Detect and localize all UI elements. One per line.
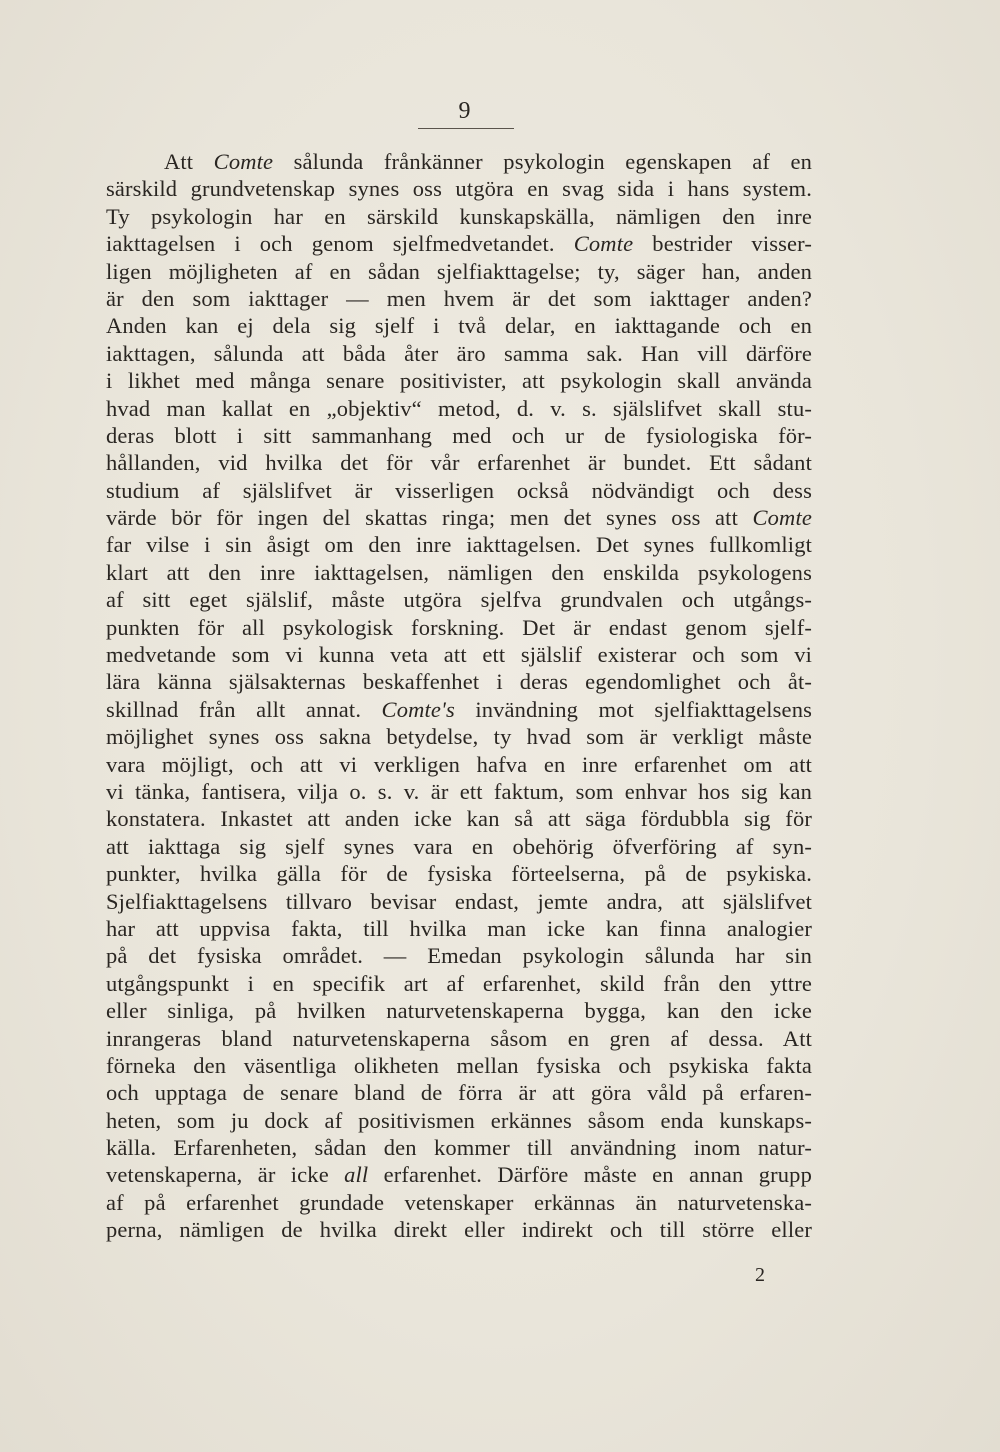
text-line: förneka den väsentliga olikheten mellan fysiska och psykiska fakta bbox=[106, 1052, 812, 1078]
text-line: källa. Erfarenheten, sådan den kommer till användning inom natur- bbox=[106, 1135, 812, 1161]
text-line: vi tänka, fantisera, vilja o. s. v. är ett faktum, som enhvar hos sig kan bbox=[106, 778, 812, 804]
text-line: Sjelfiakttagelsens tillvaro bevisar endast, jemte andra, att själslifvet bbox=[106, 888, 812, 914]
text-line: medvetande som vi kunna veta att ett själslif existerar och som vi bbox=[106, 642, 812, 668]
text-line: perna, nämligen de hvilka direkt eller indirekt och till större eller bbox=[106, 1217, 812, 1243]
text-line: konstatera. Inkastet att anden icke kan så att säga fördubbla sig för bbox=[106, 806, 812, 832]
text-line: studium af själslifvet är visserligen också nödvändigt och dess bbox=[106, 477, 812, 503]
text-line: klart att den inre iakttagelsen, nämligen den enskilda psykologens bbox=[106, 559, 812, 585]
page-number: 9 bbox=[458, 98, 472, 124]
text-line: punkten för all psykologisk forskning. Det är endast genom sjelf- bbox=[106, 614, 812, 640]
text-line: Anden kan ej dela sig sjelf i två delar, en iakttagande och en bbox=[106, 313, 812, 339]
body-text bbox=[106, 148, 812, 1244]
text-line: iakttagen, sålunda att båda åter äro samma sak. Han vill därföre bbox=[106, 340, 812, 366]
text-line: hvad man kallat en „objektiv“ metod, d. v. s. själslifvet skall stu- bbox=[106, 395, 812, 421]
header-rule bbox=[418, 128, 514, 129]
text-line: iakttagelsen i och genom sjelfmedvetandet. Comte bestrider visser- bbox=[106, 231, 812, 257]
text-line: utgångspunkt i en specifik art af erfarenhet, skild från den yttre bbox=[106, 970, 812, 996]
text-line: att iakttaga sig sjelf synes vara en obehörig öfverföring af syn- bbox=[106, 833, 812, 859]
text-line: skillnad från allt annat. Comte's invändning mot sjelfiakttagelsens bbox=[106, 696, 812, 722]
text-line: är den som iakttager — men hvem är det som iakttager anden? bbox=[106, 285, 812, 311]
text-line: i likhet med många senare positivister, att psykologin skall använda bbox=[106, 368, 812, 394]
text-line: möjlighet synes oss sakna betydelse, ty hvad som är verkligt måste bbox=[106, 724, 812, 750]
text-line: på det fysiska området. — Emedan psykologin sålunda har sin bbox=[106, 943, 812, 969]
text-line: har att uppvisa fakta, till hvilka man icke kan finna analogier bbox=[106, 915, 812, 941]
text-line: af sitt eget själslif, måste utgöra sjelfva grundvalen och utgångs- bbox=[106, 587, 812, 613]
text-line: särskild grundvetenskap synes oss utgöra en svag sida i hans system. bbox=[106, 176, 812, 202]
text-line: af på erfarenhet grundade vetenskaper erkännas än naturvetenska- bbox=[106, 1189, 812, 1215]
text-line: heten, som ju dock af positivismen erkännes såsom enda kunskaps- bbox=[106, 1107, 812, 1133]
text-line: Ty psykologin har en särskild kunskapskälla, nämligen den inre bbox=[106, 203, 812, 229]
text-line: punkter, hvilka gälla för de fysiska förteelserna, på de psykiska. bbox=[106, 861, 812, 887]
text-line: och upptaga de senare bland de förra är att göra våld på erfaren- bbox=[106, 1080, 812, 1106]
text-line: Att Comte sålunda frånkänner psykologin egenskapen af en bbox=[164, 149, 812, 174]
text-line: värde bör för ingen del skattas ringa; men det synes oss att Comte bbox=[106, 505, 812, 531]
text-line: far vilse i sin åsigt om den inre iakttagelsen. Det synes fullkomligt bbox=[106, 532, 812, 558]
text-line: vetenskaperna, är icke all erfarenhet. Därföre måste en annan grupp bbox=[106, 1162, 812, 1188]
text-line: deras blott i sitt sammanhang med och ur de fysiologiska för- bbox=[106, 422, 812, 448]
text-line: ligen möjligheten af en sådan sjelfiakttagelse; ty, säger han, anden bbox=[106, 258, 812, 284]
text-line: eller sinliga, på hvilken naturvetenskaperna bygga, kan den icke bbox=[106, 998, 812, 1024]
text-line: vara möjligt, och att vi verkligen hafva en inre erfarenhet om att bbox=[106, 751, 812, 777]
signature-mark: 2 bbox=[755, 1264, 765, 1286]
text-line: inrangeras bland naturvetenskaperna såsom en gren af dessa. Att bbox=[106, 1025, 812, 1051]
text-line: lära känna själsakternas beskaffenhet i deras egendomlighet och åt- bbox=[106, 669, 812, 695]
text-line: hållanden, vid hvilka det för vår erfarenhet är bundet. Ett sådant bbox=[106, 450, 812, 476]
